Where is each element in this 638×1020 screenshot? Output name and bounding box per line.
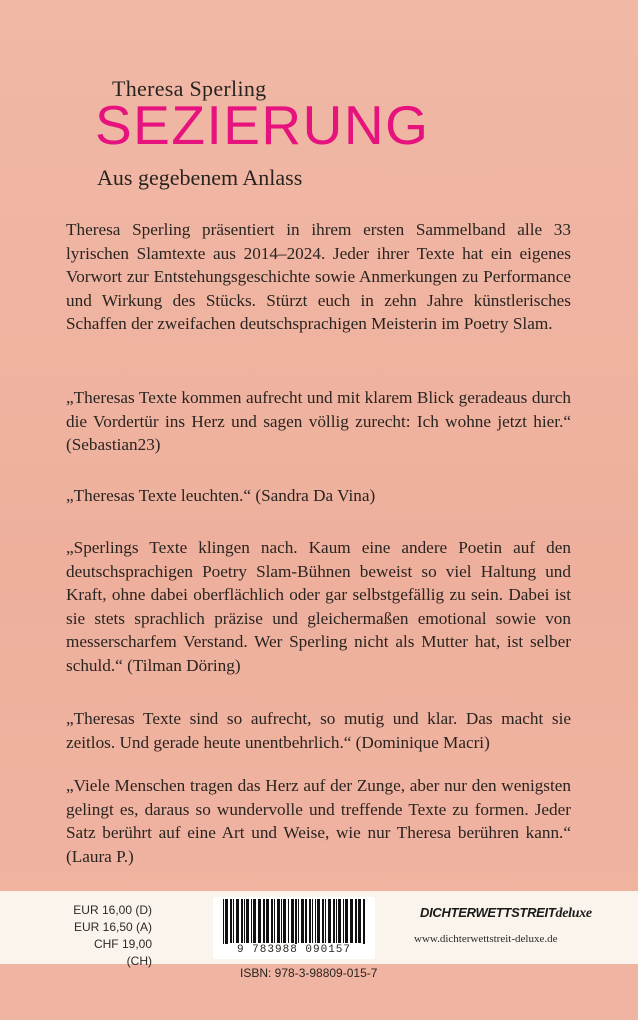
publisher-logo-text: DICHTERWETTSTREIT xyxy=(420,905,556,920)
barcode-bar xyxy=(281,899,282,943)
barcode-bar xyxy=(328,899,331,943)
barcode-bar xyxy=(298,899,299,943)
barcode-bar xyxy=(295,899,297,947)
quote-dominique-macri: „Theresas Texte sind so aufrecht, so mutig und klar. Das macht sie zeitlos. Und gerade heute unentbehrlich.“ (Dominique Macri) xyxy=(66,709,571,752)
barcode-bar xyxy=(233,899,234,943)
barcode-bar xyxy=(277,899,280,943)
isbn-number: ISBN: 978-3-98809-015-7 xyxy=(240,966,378,980)
barcode-number: 9 783988 090157 xyxy=(213,944,375,956)
barcode-bar xyxy=(244,899,245,943)
ean-barcode xyxy=(213,897,375,959)
barcode-bar xyxy=(358,899,361,943)
publisher-logo xyxy=(420,905,592,922)
barcode-bar xyxy=(236,899,239,943)
barcode-bar xyxy=(288,899,289,943)
barcode-bar xyxy=(325,899,326,943)
barcode-bar xyxy=(253,899,256,943)
barcode-bar xyxy=(309,899,311,943)
quote-laura-p: „Viele Menschen tragen das Herz auf der Zunge, aber nur den wenigsten gelingt es, daraus so wundervolle und treffende Texte zu formen. Jeder Satz berührt auf eine Art und Weise, wie nur Theresa berühren kann.“ (Laura P.) xyxy=(66,776,571,866)
barcode-bar xyxy=(336,899,337,943)
barcode-bar xyxy=(283,899,286,943)
barcode-bar xyxy=(223,899,224,947)
barcode-bar xyxy=(251,899,252,943)
barcode-bars xyxy=(217,899,371,947)
barcode-bar xyxy=(345,899,348,943)
barcode-bar xyxy=(305,899,307,943)
barcode-bar xyxy=(350,899,353,943)
quote-tilman-doering: „Sperlings Texte klingen nach. Kaum eine andere Poetin auf den deutschsprachigen Poetry Slam-Bühnen beweist so viel Haltung und Kraft, ohne dabei oberflächlich oder gar selbstgefällig zu sein. Dabei ist sie stets sprachlich präzise und gleichermaßen emotional sowie von messerscharfem Verstand. Wer Sperling nicht als Mutter hat, ist selber schuld.“ (Tilman Döring) xyxy=(66,538,571,675)
publisher-url: www.dichterwettstreit-deluxe.de xyxy=(414,933,558,945)
quote-sebastian23: „Theresas Texte kommen aufrecht und mit klarem Blick geradeaus durch die Vordertür ins Herz und sagen völlig zurecht: Ich wohne jetzt hier.“ (Sebastian23) xyxy=(66,388,571,454)
barcode-bar xyxy=(258,899,261,943)
barcode-bar xyxy=(225,899,228,947)
price-austria: EUR 16,50 (A) xyxy=(73,920,152,934)
barcode-bar xyxy=(230,899,232,943)
blurb-paragraph: Theresa Sperling präsentiert in ihrem ersten Sammelband alle 33 lyrischen Slamtexte aus 2014–2024. Jeder ihrer Texte hat ein eigenes Vorwort zur Entstehungsgeschichte sowie Anmerkungen zu Performance und Wirkung des Stücks. Stürzt euch in zehn Jahre künstlerisches Schaffen der zweifachen deutschsprachigen Meisterin im Poetry Slam. xyxy=(66,220,571,333)
book-subtitle: Aus gegebenem Anlass xyxy=(97,165,303,190)
price-list xyxy=(72,902,152,970)
barcode-bar xyxy=(317,899,320,943)
price-germany: EUR 16,00 (D) xyxy=(73,903,152,917)
barcode-bar xyxy=(241,899,243,943)
author-name: Theresa Sperling xyxy=(112,76,267,101)
barcode-bar xyxy=(271,899,273,943)
barcode-bar xyxy=(333,899,335,943)
publisher-logo-suffix: deluxe xyxy=(555,906,592,921)
barcode-bar xyxy=(315,899,316,943)
barcode-bar xyxy=(246,899,249,943)
barcode-bar xyxy=(338,899,341,943)
barcode-bar xyxy=(355,899,357,943)
barcode-bar xyxy=(301,899,304,943)
barcode-bar xyxy=(343,899,344,943)
price-switzerland: CHF 19,00 (CH) xyxy=(93,937,152,968)
barcode-bar xyxy=(363,899,365,947)
quote-sandra-da-vina: „Theresas Texte leuchten.“ (Sandra Da Vina) xyxy=(66,486,376,505)
barcode-bar xyxy=(274,899,275,943)
book-title: SEZIERUNG xyxy=(95,94,430,156)
barcode-bar xyxy=(291,899,294,943)
barcode-bar xyxy=(312,899,313,943)
barcode-bar xyxy=(263,899,265,943)
barcode-bar xyxy=(322,899,324,943)
barcode-bar xyxy=(266,899,269,943)
